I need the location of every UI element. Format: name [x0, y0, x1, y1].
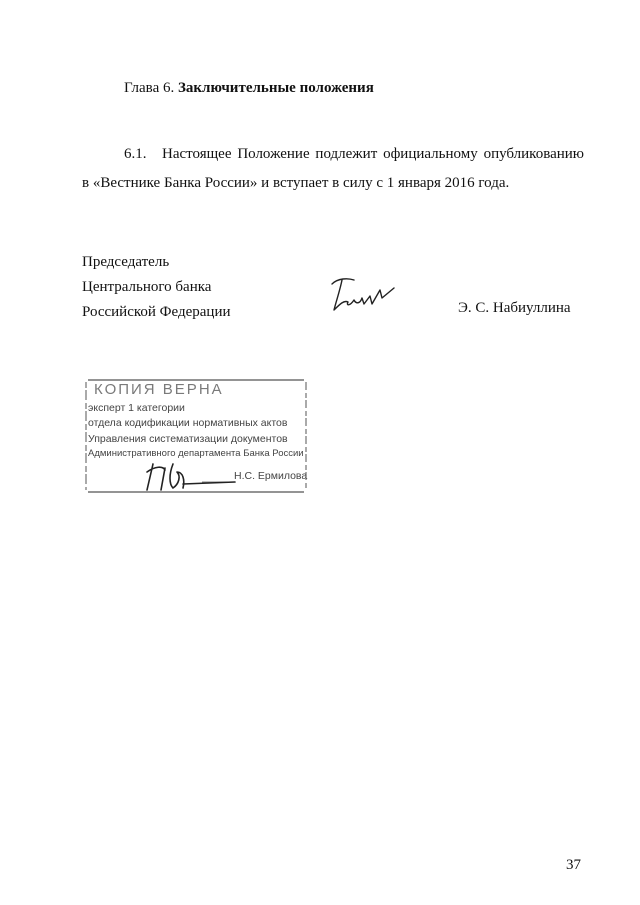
chapter-prefix: Глава 6. [124, 80, 175, 96]
copy-certification-stamp [84, 378, 308, 494]
chapter-title: Заключительные положения [177, 80, 374, 96]
stamp-handwritten-signature [139, 458, 239, 494]
position-line1: Председатель [82, 254, 170, 270]
paragraph-text-line2: в «Вестнике Банка России» и вступает в силу с 1 января 2016 года. [82, 175, 510, 191]
position-line3: Российской Федерации [82, 304, 231, 320]
paragraph-first-line [124, 146, 584, 163]
stamp-line2: отдела кодификации нормативных актов [88, 417, 288, 429]
handwritten-signature [320, 270, 400, 320]
position-line2: Центрального банка [82, 279, 212, 295]
page-number: 37 [566, 857, 581, 873]
paragraph-text-line1: Настоящее Положение подлежит официальному опубликованию [162, 146, 584, 162]
signatory-position [82, 250, 231, 325]
stamp-line1: эксперт 1 категории [88, 402, 185, 414]
chapter-heading [124, 80, 374, 97]
stamp-line3: Управления систематизации документов [88, 433, 288, 445]
signatory-name: Э. С. Набиуллина [458, 300, 571, 316]
paragraph-number: 6.1. [124, 146, 147, 162]
stamp-line4: Административного департамента Банка России [88, 448, 304, 459]
stamp-signer-name: Н.С. Ермилова [234, 470, 308, 482]
stamp-title: КОПИЯ ВЕРНА [94, 381, 224, 398]
